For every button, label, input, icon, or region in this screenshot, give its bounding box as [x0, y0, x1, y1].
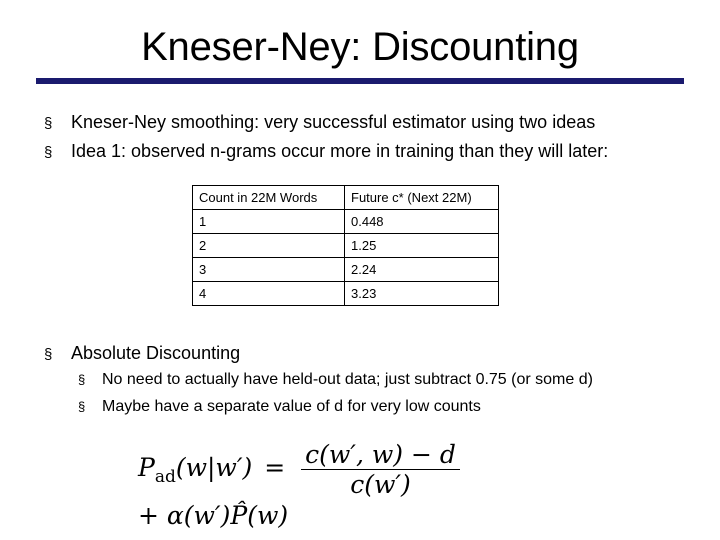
table-header-cell: Count in 22M Words [193, 186, 345, 210]
table-cell: 3.23 [345, 282, 499, 306]
title-rule [36, 78, 684, 84]
table-row [193, 210, 499, 234]
table-cell: 2 [193, 234, 345, 258]
count-table [192, 185, 499, 306]
table-row [193, 234, 499, 258]
bullet-icon: § [44, 144, 53, 161]
formula-lhs-args: (w|w′) [175, 452, 253, 482]
table-cell: 2.24 [345, 258, 499, 282]
bullet-text: Idea 1: observed n-grams occur more in training than they will later: [71, 141, 609, 161]
table-row [193, 258, 499, 282]
formula-numerator: c(w′, w) − d [301, 440, 460, 470]
bullet-icon: § [44, 346, 53, 363]
bullet-icon: § [44, 115, 53, 132]
discount-formula [138, 440, 578, 530]
slide-title: Kneser-Ney: Discounting [141, 25, 579, 69]
formula-plus-term: + α(w′) [138, 501, 231, 530]
bullet-item [44, 111, 595, 135]
sub-bullet-item [78, 397, 481, 417]
table-header-cell: Future c* (Next 22M) [345, 186, 499, 210]
table-row [193, 282, 499, 306]
bullet-item [44, 140, 608, 164]
sub-bullet-icon: § [78, 372, 86, 387]
table-cell: 0.448 [345, 210, 499, 234]
formula-phat: P̂ [230, 501, 248, 530]
formula-subscript: ad [154, 466, 176, 487]
bullet-text: Kneser-Ney smoothing: very successful estimator using two ideas [71, 112, 596, 132]
formula-denominator: c(w′) [350, 470, 411, 499]
formula-equals: = [264, 452, 286, 482]
table-cell: 1 [193, 210, 345, 234]
sub-bullet-item [78, 370, 593, 390]
formula-p: P [138, 452, 155, 482]
sub-bullet-text: Maybe have a separate value of d for very low counts [102, 398, 481, 415]
formula-phat-args: (w) [247, 501, 289, 530]
sub-bullet-icon: § [78, 399, 86, 414]
table-header-row [193, 186, 499, 210]
formula-fraction [301, 440, 460, 499]
bullet-item [44, 342, 240, 366]
bullet-text: Absolute Discounting [71, 343, 241, 363]
table-cell: 1.25 [345, 234, 499, 258]
sub-bullet-text: No need to actually have held-out data; just subtract 0.75 (or some d) [102, 371, 593, 388]
table-cell: 3 [193, 258, 345, 282]
table-cell: 4 [193, 282, 345, 306]
